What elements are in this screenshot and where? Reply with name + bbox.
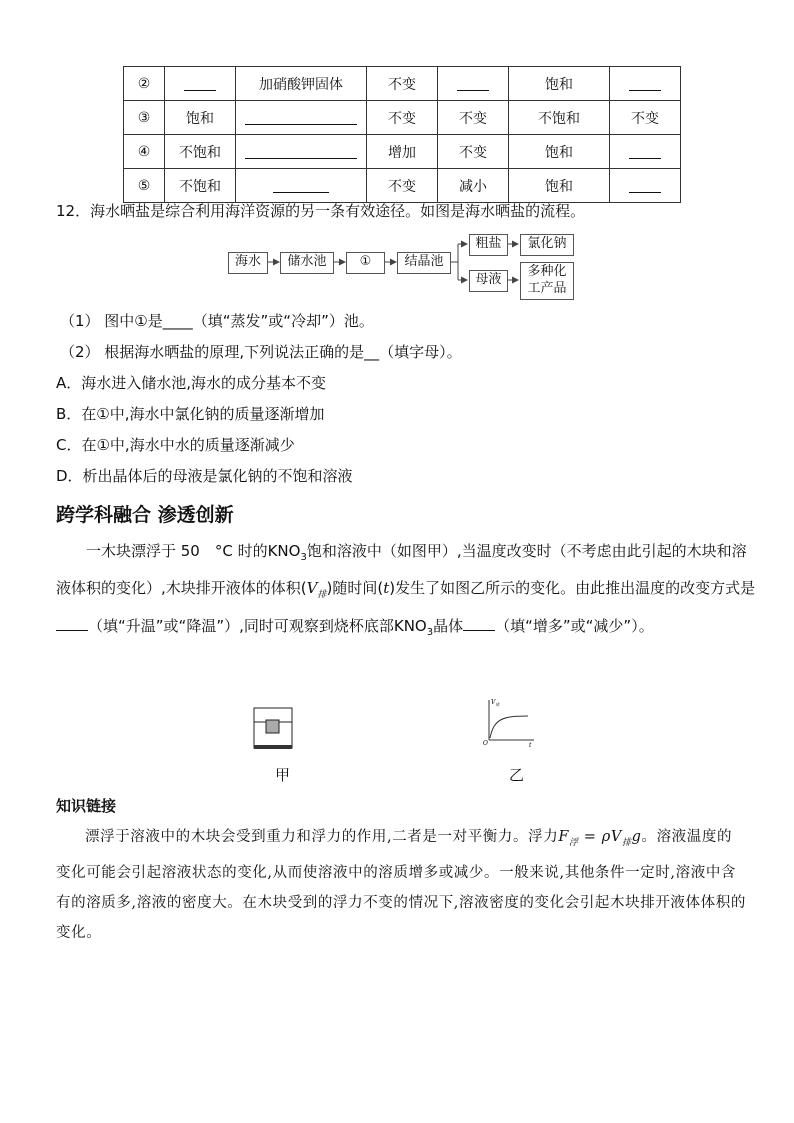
table-cell: 不变: [367, 169, 438, 203]
flow-mother-liquor: 母液: [469, 270, 508, 292]
table-row: [124, 101, 681, 135]
row-number: ②: [124, 67, 165, 101]
option-c: C．在①中,海水中水的质量逐渐减少: [56, 436, 295, 454]
section-title: 跨学科融合 渗透创新: [56, 504, 234, 526]
graph-origin-label: O: [483, 740, 488, 747]
option-b: B．在①中,海水中氯化钠的质量逐渐增加: [56, 405, 325, 423]
answer-blank[interactable]: [629, 178, 661, 193]
answer-blank[interactable]: [273, 178, 329, 193]
q12-sub1: （1） 图中①是____（填“蒸发”或“冷却”）池。: [60, 312, 374, 330]
answer-blank-temperature[interactable]: [56, 629, 88, 631]
flow-seawater: 海水: [228, 252, 268, 274]
section-paragraph: 一木块漂浮于 50 °C 时的$KNO_3$饱和溶液中（如图甲）,当温度改变时（不考虑由此引起的木块和溶液体积的变化）,木块排开液体的体积$(V_排)$随时间(t)发生了如图乙所示的变化。由此推出温度的改变方式是（填“升温”或“降温”）,同时可观察到烧杯底部$KNO_3$晶体 （填“增多”或“减少”）。: [56, 542, 756, 638]
table-cell: 饱和: [509, 135, 610, 169]
table-cell: 不变: [438, 101, 509, 135]
answer-blank-cell: [236, 101, 367, 135]
figure-yi-label: 乙: [509, 766, 525, 784]
table-row: [124, 135, 681, 169]
table-cell: 饱和: [509, 67, 610, 101]
flow-crude-salt: 粗盐: [469, 234, 508, 256]
answer-blank[interactable]: [629, 144, 661, 159]
table-cell: 不饱和: [165, 135, 236, 169]
flow-step-1: ①: [346, 252, 385, 274]
table-cell: 不饱和: [509, 101, 610, 135]
wood-block: [266, 720, 279, 733]
figure-jia-label: 甲: [275, 766, 291, 784]
answer-blank-cell: [236, 169, 367, 203]
row-number: ③: [124, 101, 165, 135]
knowledge-title: 知识链接: [56, 797, 117, 815]
graph-y-label: $V_排$: [491, 699, 500, 707]
table-row: [124, 67, 681, 101]
table-cell: 不变: [367, 101, 438, 135]
q12-sub2: （2） 根据海水晒盐的原理,下列说法正确的是__（填字母）。: [60, 343, 462, 361]
beaker-figure: [250, 706, 296, 754]
flow-storage-pool: 储水池: [280, 252, 334, 274]
answer-blank-crystal[interactable]: [463, 629, 495, 631]
table-cell: 不变: [367, 67, 438, 101]
table-cell: 不变: [610, 101, 681, 135]
answer-blank[interactable]: [457, 76, 489, 91]
answer-blank[interactable]: [184, 76, 216, 91]
table-cell: 饱和: [509, 169, 610, 203]
answer-blank[interactable]: [245, 110, 357, 125]
answer-blank[interactable]: [629, 76, 661, 91]
table-row: [124, 169, 681, 203]
answer-blank-cell: [610, 67, 681, 101]
table-cell: 减小: [438, 169, 509, 203]
solution-state-table: [123, 66, 681, 203]
volume-time-graph: [480, 694, 536, 748]
flow-chemical-products: 多种化 工产品: [520, 262, 574, 300]
table-cell: 饱和: [165, 101, 236, 135]
answer-blank-cell: [610, 135, 681, 169]
answer-blank-cell: [165, 67, 236, 101]
answer-blank-cell: [438, 67, 509, 101]
table-cell: 不变: [438, 135, 509, 169]
knowledge-paragraph: 漂浮于溶液中的木块会受到重力和浮力的作用,二者是一对平衡力。浮力$F_浮 = \rho V_排g$。溶液温度的变化可能会引起溶液状态的变化,从而使溶液中的溶质增多或减少。一般来说,其他条件一定时,溶液中含有的溶质多,溶液的密度大。在木块受到的浮力不变的情况下,溶液密度的变化会引起木块排开液体体积的变化。: [56, 829, 746, 941]
answer-blank[interactable]: [245, 144, 357, 159]
answer-blank-cell: [610, 169, 681, 203]
table-cell: 增加: [367, 135, 438, 169]
table-cell: 加硝酸钾固体: [236, 67, 367, 101]
graph-x-label: t: [529, 742, 532, 748]
row-number: ⑤: [124, 169, 165, 203]
option-d: D．析出晶体后的母液是氯化钠的不饱和溶液: [56, 467, 353, 485]
row-number: ④: [124, 135, 165, 169]
option-a: A．海水进入储水池,海水的成分基本不变: [56, 374, 327, 392]
answer-blank-cell: [236, 135, 367, 169]
table-cell: 不饱和: [165, 169, 236, 203]
q12-stem: 12．海水晒盐是综合利用海洋资源的另一条有效途径。如图是海水晒盐的流程。: [56, 202, 586, 220]
flow-crystal-pool: 结晶池: [397, 252, 451, 274]
flow-sodium-chloride: 氯化钠: [520, 234, 574, 256]
